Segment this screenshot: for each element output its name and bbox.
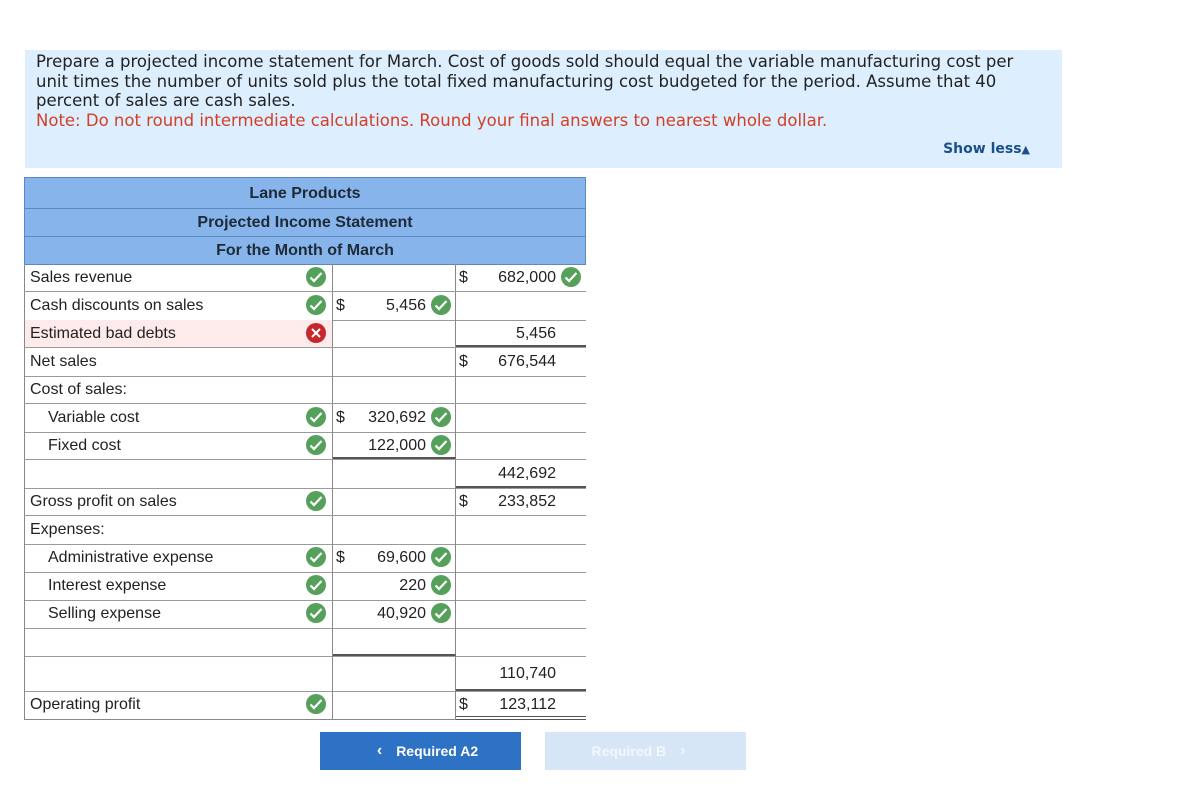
dollar-sign: $ <box>459 353 468 370</box>
chevron-right-icon: › <box>680 742 686 759</box>
total-value: 676,544 <box>498 353 556 370</box>
amount-value: 5,456 <box>385 297 426 314</box>
correct-check-icon <box>431 407 451 427</box>
total-cell <box>456 376 586 403</box>
correct-check-icon <box>306 267 326 287</box>
total-cell <box>456 460 586 488</box>
prev-required-button[interactable] <box>320 732 521 770</box>
chevron-left-icon: ‹ <box>376 742 383 759</box>
label-cell[interactable] <box>24 544 333 572</box>
row-label: Selling expense <box>48 605 161 622</box>
amount-value: 122,000 <box>368 437 426 454</box>
correct-check-icon <box>431 435 451 455</box>
row-label: Cash discounts on sales <box>30 297 204 314</box>
amount-cell[interactable] <box>333 544 456 572</box>
label-cell <box>24 376 333 403</box>
row-label: Cost of sales: <box>30 381 127 398</box>
amount-cell <box>333 656 456 691</box>
dollar-sign: $ <box>336 297 345 314</box>
amount-cell[interactable] <box>333 600 456 628</box>
amount-cell <box>333 691 456 720</box>
amount-value: 220 <box>399 577 426 594</box>
correct-check-icon <box>306 694 326 714</box>
correct-check-icon <box>306 295 326 315</box>
correct-check-icon <box>306 547 326 567</box>
total-value: 682,000 <box>498 269 556 286</box>
row-label: Operating profit <box>30 696 141 713</box>
label-cell[interactable] <box>24 628 333 656</box>
label-cell <box>24 516 333 544</box>
table-row <box>24 460 586 489</box>
total-cell[interactable] <box>456 544 586 572</box>
statement-company: Lane Products <box>24 177 586 209</box>
dollar-sign: $ <box>459 493 468 510</box>
total-cell <box>456 488 586 515</box>
label-cell <box>24 348 333 376</box>
amount-cell[interactable] <box>333 628 456 656</box>
row-label: Sales revenue <box>30 269 133 286</box>
total-cell <box>456 656 586 691</box>
label-cell[interactable] <box>24 600 333 628</box>
table-row <box>24 628 586 657</box>
total-cell[interactable] <box>456 292 586 320</box>
amount-cell <box>333 376 456 403</box>
row-label: Interest expense <box>48 577 167 594</box>
amount-cell <box>333 516 456 544</box>
next-required-label: Required B <box>591 743 667 759</box>
table-row <box>24 488 586 516</box>
row-label: Fixed cost <box>48 437 121 454</box>
table-row <box>24 320 586 348</box>
row-label: Variable cost <box>48 409 140 426</box>
table-row <box>24 348 586 377</box>
label-cell[interactable] <box>24 320 333 347</box>
correct-check-icon <box>431 603 451 623</box>
dollar-sign: $ <box>336 549 345 566</box>
show-less-toggle[interactable] <box>943 141 1030 157</box>
dollar-sign: $ <box>336 409 345 426</box>
total-cell[interactable] <box>456 628 586 656</box>
correct-check-icon <box>306 575 326 595</box>
amount-value: 40,920 <box>377 605 426 622</box>
dollar-sign: $ <box>459 269 468 286</box>
table-row <box>24 404 586 433</box>
total-value: 123,112 <box>499 696 556 713</box>
total-value: 233,852 <box>498 493 556 510</box>
label-cell[interactable] <box>24 404 333 432</box>
label-cell[interactable] <box>24 572 333 600</box>
dollar-sign: $ <box>459 696 468 713</box>
correct-check-icon <box>431 547 451 567</box>
table-row <box>24 691 586 720</box>
total-cell <box>456 691 586 720</box>
amount-cell[interactable] <box>333 320 456 347</box>
instructions-note: Note: Do not round intermediate calculations. Round your final answers to nearest whole dollar. <box>36 110 828 130</box>
instructions-text <box>36 52 1046 130</box>
row-label: Administrative expense <box>48 549 214 566</box>
label-cell[interactable] <box>24 691 333 720</box>
table-row <box>24 516 586 545</box>
total-cell[interactable] <box>456 600 586 628</box>
table-row <box>24 376 586 404</box>
amount-cell[interactable] <box>333 404 456 432</box>
correct-check-icon <box>306 435 326 455</box>
correct-check-icon <box>306 407 326 427</box>
amount-cell <box>333 460 456 488</box>
table-row <box>24 600 586 629</box>
table-row <box>24 432 586 460</box>
incorrect-x-icon <box>306 323 326 343</box>
amount-cell[interactable] <box>333 264 456 291</box>
total-cell[interactable] <box>456 572 586 600</box>
table-row <box>24 264 586 292</box>
amount-cell[interactable] <box>333 432 456 459</box>
row-label: Net sales <box>30 353 97 370</box>
total-cell[interactable] <box>456 432 586 459</box>
statement-period: For the Month of March <box>24 236 586 265</box>
table-row <box>24 572 586 601</box>
correct-check-icon <box>431 575 451 595</box>
table-row <box>24 656 586 692</box>
show-less-label: Show less <box>943 141 1022 157</box>
total-cell <box>456 516 586 544</box>
amount-cell <box>333 348 456 376</box>
prev-required-label: Required A2 <box>396 743 479 759</box>
amount-cell[interactable] <box>333 572 456 600</box>
next-required-button[interactable] <box>545 732 746 770</box>
triangle-up-icon: ▲ <box>1021 143 1030 156</box>
correct-check-icon <box>431 295 451 315</box>
amount-cell <box>333 488 456 515</box>
correct-check-icon <box>561 267 581 287</box>
total-value: 5,456 <box>515 325 556 342</box>
correct-check-icon <box>306 603 326 623</box>
total-cell[interactable] <box>456 320 586 347</box>
instructions-body: Prepare a projected income statement for March. Cost of goods sold should equal the variable manufacturing cost per unit times the number of units sold plus the total fixed manufacturing cost budgeted for the period. Assume that 40 percent of sales are cash sales. <box>36 52 1014 110</box>
label-cell[interactable] <box>24 292 333 320</box>
table-row <box>24 292 586 321</box>
label-cell[interactable] <box>24 432 333 459</box>
total-cell[interactable] <box>456 264 586 291</box>
label-cell <box>24 656 333 691</box>
total-cell[interactable] <box>456 404 586 432</box>
row-label: Estimated bad debts <box>30 325 176 342</box>
amount-value: 320,692 <box>368 409 426 426</box>
table-row <box>24 544 586 573</box>
row-label: Expenses: <box>30 521 105 538</box>
label-cell[interactable] <box>24 488 333 515</box>
statement-title: Projected Income Statement <box>24 208 586 237</box>
amount-value: 69,600 <box>377 549 426 566</box>
correct-check-icon <box>306 491 326 511</box>
instructions-panel <box>25 50 1062 168</box>
label-cell <box>24 460 333 488</box>
row-label: Gross profit on sales <box>30 493 177 510</box>
label-cell[interactable] <box>24 264 333 291</box>
total-cell <box>456 348 586 376</box>
total-value: 110,740 <box>499 665 556 682</box>
total-value: 442,692 <box>498 465 556 482</box>
amount-cell[interactable] <box>333 292 456 320</box>
